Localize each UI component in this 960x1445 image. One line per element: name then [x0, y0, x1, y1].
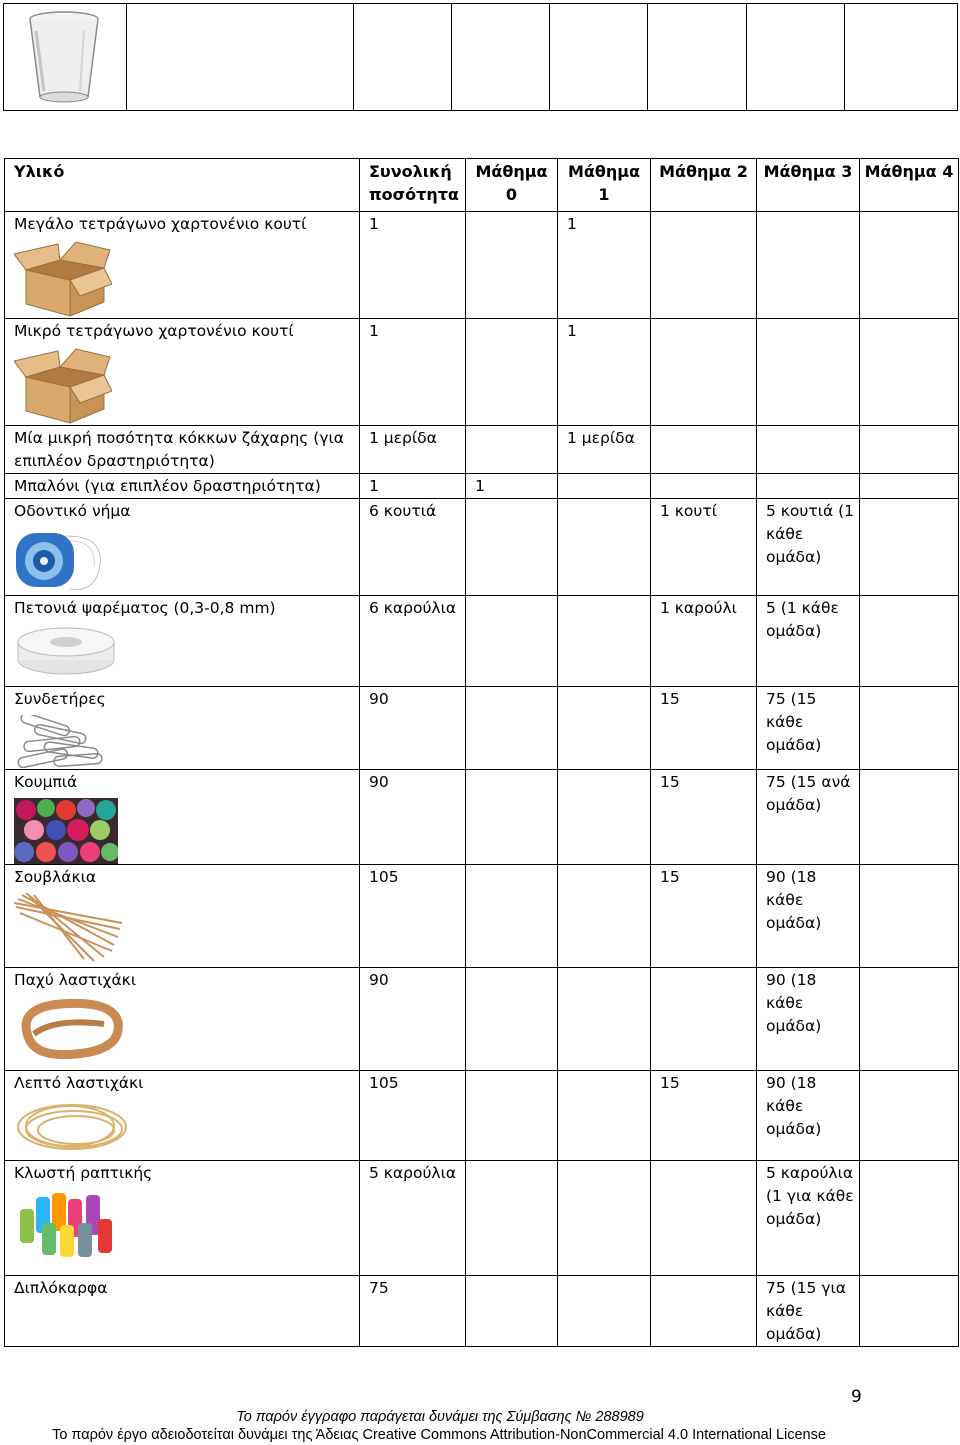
dental-floss-icon [14, 527, 106, 595]
material-cell [5, 687, 360, 770]
table-row: Λεπτό λαστιχάκι 105 15 90 (18 κάθε ομάδα) [5, 1071, 959, 1161]
table-row: Μία μικρή ποσότητα κόκκων ζάχαρης (για επιπλέον δραστηριότητα) 1 μερίδα 1 μερίδα [5, 426, 959, 474]
table-row: Παχύ λαστιχάκι 90 90 (18 κάθε ομάδα) [5, 968, 959, 1071]
thick-rubber-band-icon [14, 996, 126, 1064]
fishing-line-spool-icon [14, 624, 118, 678]
header-total: Συνολική ποσότητα [360, 159, 466, 212]
material-cell [5, 319, 360, 426]
material-name: Πετονιά ψαρέματος (0,3-0,8 mm) [14, 599, 276, 617]
paper-clips-icon [14, 715, 106, 769]
table-row: Μπαλόνι (για επιπλέον δραστηριότητα) 1 1 [5, 474, 959, 499]
table-row: Διπλόκαρφα 75 75 (15 για κάθε ομάδα) [5, 1276, 959, 1347]
table-row: Μικρό τετράγωνο χαρτονένιο κουτί 1 1 [5, 319, 959, 426]
footer-contract-note: Το παρόν έγγραφο παράγεται δυνάμει της Σύμβασης № 288989 [236, 1409, 644, 1425]
previous-table-strip [3, 3, 958, 111]
material-cell [5, 865, 360, 968]
cardboard-box-icon [14, 240, 112, 318]
buttons-icon [14, 798, 118, 864]
material-cell [5, 212, 360, 319]
material-name: Μπαλόνι (για επιπλέον δραστηριότητα) [5, 474, 360, 499]
material-cell [5, 1071, 360, 1161]
material-name: Λεπτό λαστιχάκι [14, 1074, 144, 1092]
footer-license-note: Το παρόν έργο αδειοδοτείται δυνάμει της Άδειας Creative Commons Attribution-NonCommercial 4.0 International License [52, 1427, 826, 1443]
material-cell [5, 499, 360, 596]
page-number: 9 [851, 1387, 862, 1407]
material-name: Κλωστή ραπτικής [14, 1164, 153, 1182]
table-row: Κλωστή ραπτικής 5 καρούλια 5 καρούλια (1 για κάθε ομάδα) [5, 1161, 959, 1276]
header-material: Υλικό [5, 159, 360, 212]
table-header [5, 159, 959, 212]
material-cell [5, 596, 360, 687]
material-cell [5, 770, 360, 865]
material-name: Μεγάλο τετράγωνο χαρτονένιο κουτί [14, 215, 307, 233]
material-name: Διπλόκαρφα [5, 1276, 360, 1347]
header-lesson-0: Μάθημα 0 [466, 159, 558, 212]
table-row: Συνδετήρες 90 15 75 (15 κάθε ομάδα) [5, 687, 959, 770]
material-name: Κουμπιά [14, 773, 78, 791]
table-row: Πετονιά ψαρέματος (0,3-0,8 mm) 6 καρούλια 1 καρούλι 5 (1 κάθε ομάδα) [5, 596, 959, 687]
material-cell [5, 1161, 360, 1276]
table-row: Οδοντικό νήμα 6 κουτιά 1 κουτί 5 κουτιά (1 κάθε ομάδα) [5, 499, 959, 596]
material-name: Σουβλάκια [14, 868, 97, 886]
plastic-cup-icon [24, 9, 104, 105]
material-name: Μικρό τετράγωνο χαρτονένιο κουτί [14, 322, 294, 340]
header-lesson-3: Μάθημα 3 [757, 159, 860, 212]
header-lesson-2: Μάθημα 2 [651, 159, 757, 212]
material-name: Παχύ λαστιχάκι [14, 971, 137, 989]
cup-image-cell [4, 4, 127, 111]
table-row: Κουμπιά 90 15 75 (15 ανά ομάδα) [5, 770, 959, 865]
sewing-thread-spools-icon [14, 1189, 118, 1259]
table-row: Σουβλάκια 105 15 90 (18 κάθε ομάδα) [5, 865, 959, 968]
material-name: Οδοντικό νήμα [14, 502, 131, 520]
cardboard-box-icon [14, 347, 112, 425]
skewers-icon [14, 893, 124, 963]
material-name: Μία μικρή ποσότητα κόκκων ζάχαρης (για επιπλέον δραστηριότητα) [5, 426, 360, 474]
header-lesson-4: Μάθημα 4 [860, 159, 959, 212]
materials-table [4, 158, 959, 1347]
header-lesson-1: Μάθημα 1 [558, 159, 651, 212]
material-cell [5, 968, 360, 1071]
thin-rubber-bands-icon [14, 1099, 132, 1157]
table-row: Μεγάλο τετράγωνο χαρτονένιο κουτί 1 1 [5, 212, 959, 319]
material-name: Συνδετήρες [14, 690, 106, 708]
